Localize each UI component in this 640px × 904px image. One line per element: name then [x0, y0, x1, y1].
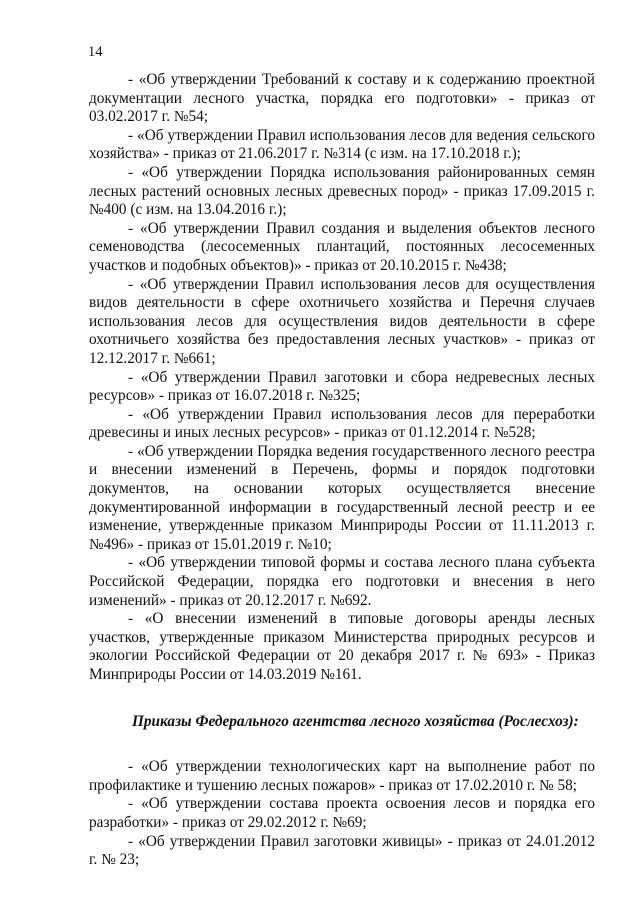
list-item: - «Об утверждении Правил использования лесов для ведения сельского хозяйства» - приказ от 21.06.2017 г. №314 (с изм. на 17.10.2018 г.);: [89, 126, 595, 163]
list-item: - «Об утверждении Порядка ведения государственного лесного реестра и внесении изменений в Перечень, формы и порядок подготовки документов, на основании которых осуществляется внесение документированной информации в государственный лесной реестр и ее изменение, утвержденные приказом Минприроды России от 11.11.2013 г. №496» - приказ от 15.01.2019 г. №10;: [89, 442, 595, 553]
list-item: - «Об утверждении Правил использования лесов для переработки древесины и иных лесных ресурсов» - приказ от 01.12.2014 г. №528;: [89, 405, 595, 442]
section-heading: Приказы Федерального агентства лесного хозяйства (Рослесхоз):: [132, 712, 579, 730]
page-number: 14: [88, 44, 103, 60]
list-item: - «Об утверждении Правил использования лесов для осуществления видов деятельности в сфере охотничьего хозяйства и Перечня случаев использования лесов для осуществления видов деятельности в сфере охотничьего хозяйства без предоставления лесных участков» - приказ от 12.12.2017 г. №661;: [89, 275, 595, 367]
list-item: - «Об утверждении Порядка использования районированных семян лесных растений основных лесных древесных пород» - приказ 17.09.2015 г. №400 (с изм. на 13.04.2016 г.);: [89, 163, 595, 219]
list-item: - «Об утверждении технологических карт на выполнение работ по профилактике и тушению лесных пожаров» - приказ от 17.02.2010 г. № 58;: [89, 758, 595, 794]
list-item: - «О внесении изменений в типовые договоры аренды лесных участков, утвержденные приказом Министерства природных ресурсов и экологии Российской Федерации от 20 декабря 2017 г. № 693» - Приказ Минприроды России от 14.03.2019 №161.: [89, 610, 595, 683]
list-item: - «Об утверждении Правил заготовки живицы» - приказ от 24.01.2012 г. № 23;: [89, 832, 595, 869]
page-content: [89, 71, 595, 870]
list-item: - «Об утверждении Требований к составу и к содержанию проектной документации лесного участка, порядка его подготовки» - приказ от 03.02.2017 г. №54;: [89, 71, 595, 126]
list-item: - «Об утверждении состава проекта освоения лесов и порядка его разработки» - приказ от 29.02.2012 г. №69;: [89, 795, 595, 831]
list-item: - «Об утверждении Правил создания и выделения объектов лесного семеноводства (лесосеменных плантаций, постоянных лесосеменных участков и подобных объектов)» - приказ от 20.10.2015 г. №438;: [89, 219, 595, 274]
list-item: - «Об утверждении типовой формы и состава лесного плана субъекта Российской Федерации, порядка его подготовки и внесения в него изменений» - приказ от 20.12.2017 г. №692.: [89, 554, 595, 609]
list-item: - «Об утверждении Правил заготовки и сбора недревесных лесных ресурсов» - приказ от 16.07.2018 г. №325;: [89, 368, 595, 405]
